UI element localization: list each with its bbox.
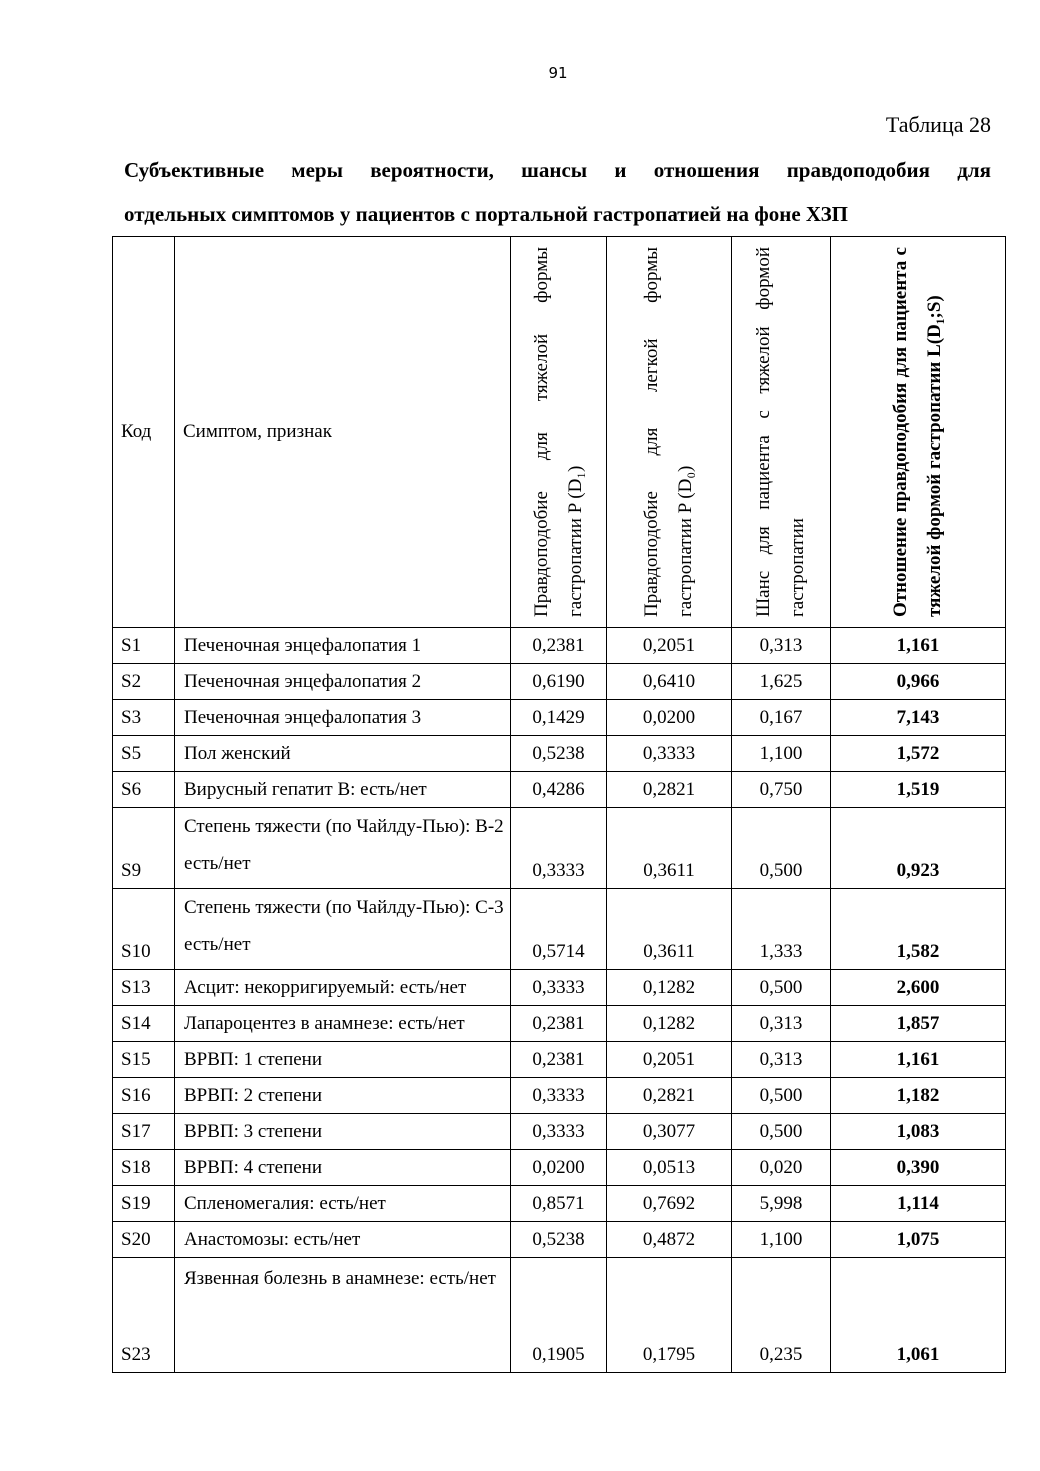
row-p-d0: 0,3611 [607, 889, 732, 970]
header-p-d0: Правдоподобие для легкой формы гастропатии P (D₀) [641, 247, 696, 617]
table-row [113, 1150, 1006, 1186]
row-odds: 0,500 [732, 1078, 831, 1114]
row-likelihood-ratio: 0,390 [831, 1150, 1006, 1186]
row-p-d0: 0,2051 [607, 628, 732, 664]
row-p-d1: 0,4286 [511, 772, 607, 808]
row-odds: 0,500 [732, 970, 831, 1006]
row-symptom: Пол женский [175, 736, 511, 772]
row-likelihood-ratio: 1,519 [831, 772, 1006, 808]
header-code: Код [113, 237, 175, 628]
row-p-d0: 0,3077 [607, 1114, 732, 1150]
header-p-d1: Правдоподобие для тяжелой формы гастропатии P (D₁) [530, 247, 586, 617]
row-code: S14 [113, 1006, 175, 1042]
row-odds: 0,750 [732, 772, 831, 808]
table-row [113, 772, 1006, 808]
row-p-d1: 0,3333 [511, 970, 607, 1006]
row-likelihood-ratio: 0,966 [831, 664, 1006, 700]
row-code: S3 [113, 700, 175, 736]
table-caption [124, 148, 991, 236]
row-odds: 5,998 [732, 1186, 831, 1222]
row-likelihood-ratio: 7,143 [831, 700, 1006, 736]
row-code: S23 [113, 1258, 175, 1373]
row-odds: 0,500 [732, 808, 831, 889]
table-row [113, 1222, 1006, 1258]
row-code: S16 [113, 1078, 175, 1114]
row-symptom: Анастомозы: есть/нет [175, 1222, 511, 1258]
row-symptom: Язвенная болезнь в анамнезе: есть/нет [175, 1258, 511, 1373]
row-odds: 0,235 [732, 1258, 831, 1373]
row-likelihood-ratio: 1,161 [831, 1042, 1006, 1078]
row-p-d1: 0,2381 [511, 628, 607, 664]
row-odds: 0,313 [732, 628, 831, 664]
row-likelihood-ratio: 2,600 [831, 970, 1006, 1006]
row-symptom: Вирусный гепатит В: есть/нет [175, 772, 511, 808]
row-symptom: Печеночная энцефалопатия 1 [175, 628, 511, 664]
row-p-d0: 0,2821 [607, 772, 732, 808]
row-p-d0: 0,1282 [607, 970, 732, 1006]
row-code: S18 [113, 1150, 175, 1186]
row-code: S2 [113, 664, 175, 700]
table-row [113, 1258, 1006, 1373]
header-odds-cell [732, 237, 831, 628]
row-code: S20 [113, 1222, 175, 1258]
table-row [113, 1042, 1006, 1078]
row-code: S17 [113, 1114, 175, 1150]
table-row [113, 970, 1006, 1006]
row-odds: 1,100 [732, 736, 831, 772]
row-likelihood-ratio: 1,182 [831, 1078, 1006, 1114]
row-code: S13 [113, 970, 175, 1006]
row-p-d1: 0,3333 [511, 1114, 607, 1150]
row-symptom: Лапароцентез в анамнезе: есть/нет [175, 1006, 511, 1042]
row-p-d0: 0,3611 [607, 808, 732, 889]
row-p-d1: 0,5714 [511, 889, 607, 970]
table-row [113, 700, 1006, 736]
row-likelihood-ratio: 0,923 [831, 808, 1006, 889]
table-row [113, 889, 1006, 970]
row-p-d1: 0,1905 [511, 1258, 607, 1373]
row-likelihood-ratio: 1,075 [831, 1222, 1006, 1258]
row-symptom: ВРВП: 3 степени [175, 1114, 511, 1150]
row-odds: 0,500 [732, 1114, 831, 1150]
row-p-d0: 0,1282 [607, 1006, 732, 1042]
row-p-d1: 0,2381 [511, 1042, 607, 1078]
row-symptom: ВРВП: 2 степени [175, 1078, 511, 1114]
table-row [113, 628, 1006, 664]
row-symptom: ВРВП: 4 степени [175, 1150, 511, 1186]
page-number: 91 [548, 64, 568, 82]
row-likelihood-ratio: 1,061 [831, 1258, 1006, 1373]
row-code: S10 [113, 889, 175, 970]
row-code: S15 [113, 1042, 175, 1078]
row-odds: 1,333 [732, 889, 831, 970]
row-symptom: Асцит: некорригируемый: есть/нет [175, 970, 511, 1006]
row-odds: 1,625 [732, 664, 831, 700]
table-body [113, 628, 1006, 1373]
table-row [113, 1078, 1006, 1114]
row-likelihood-ratio: 1,582 [831, 889, 1006, 970]
row-symptom: Печеночная энцефалопатия 3 [175, 700, 511, 736]
header-lr-cell [831, 237, 1006, 628]
row-p-d1: 0,3333 [511, 1078, 607, 1114]
row-p-d1: 0,3333 [511, 808, 607, 889]
row-p-d0: 0,2821 [607, 1078, 732, 1114]
table-row [113, 736, 1006, 772]
row-symptom: Степень тяжести (по Чайлду-Пью): С-3 есть/нет [175, 889, 511, 970]
caption-line-2: отдельных симптомов у пациентов с портальной гастропатией на фоне ХЗП [124, 202, 848, 226]
row-p-d1: 0,0200 [511, 1150, 607, 1186]
row-code: S19 [113, 1186, 175, 1222]
table-row [113, 664, 1006, 700]
row-p-d0: 0,6410 [607, 664, 732, 700]
row-p-d1: 0,5238 [511, 736, 607, 772]
table-row [113, 1006, 1006, 1042]
row-symptom: Спленомегалия: есть/нет [175, 1186, 511, 1222]
header-row [113, 237, 1006, 628]
row-p-d0: 0,0513 [607, 1150, 732, 1186]
row-symptom: Степень тяжести (по Чайлду-Пью): В-2 есть/нет [175, 808, 511, 889]
row-likelihood-ratio: 1,572 [831, 736, 1006, 772]
row-p-d1: 0,8571 [511, 1186, 607, 1222]
row-p-d0: 0,3333 [607, 736, 732, 772]
row-p-d1: 0,1429 [511, 700, 607, 736]
table-row [113, 808, 1006, 889]
table-row [113, 1114, 1006, 1150]
row-p-d0: 0,7692 [607, 1186, 732, 1222]
row-p-d0: 0,1795 [607, 1258, 732, 1373]
header-odds: Шанс для пациента с тяжелой формой гастропатии [753, 247, 808, 617]
row-likelihood-ratio: 1,114 [831, 1186, 1006, 1222]
table-row [113, 1186, 1006, 1222]
row-likelihood-ratio: 1,857 [831, 1006, 1006, 1042]
row-p-d0: 0,4872 [607, 1222, 732, 1258]
data-table [112, 236, 1006, 1373]
row-odds: 0,313 [732, 1042, 831, 1078]
row-code: S1 [113, 628, 175, 664]
caption-line-1: Субъективные меры вероятности, шансы и отношения правдоподобия для [124, 158, 991, 182]
header-lr: Отношение правдоподобия для пациента с тяжелой формой гастропатии L(D₁;S) [890, 247, 945, 617]
table-label: Таблица 28 [885, 112, 991, 137]
row-odds: 0,313 [732, 1006, 831, 1042]
header-symptom: Симптом, признак [175, 237, 511, 628]
row-p-d0: 0,2051 [607, 1042, 732, 1078]
row-code: S9 [113, 808, 175, 889]
row-p-d0: 0,0200 [607, 700, 732, 736]
row-p-d1: 0,2381 [511, 1006, 607, 1042]
row-likelihood-ratio: 1,161 [831, 628, 1006, 664]
row-p-d1: 0,6190 [511, 664, 607, 700]
row-code: S6 [113, 772, 175, 808]
row-code: S5 [113, 736, 175, 772]
header-p-d0-cell [607, 237, 732, 628]
row-likelihood-ratio: 1,083 [831, 1114, 1006, 1150]
row-odds: 0,167 [732, 700, 831, 736]
row-symptom: Печеночная энцефалопатия 2 [175, 664, 511, 700]
row-odds: 1,100 [732, 1222, 831, 1258]
row-symptom: ВРВП: 1 степени [175, 1042, 511, 1078]
row-p-d1: 0,5238 [511, 1222, 607, 1258]
row-odds: 0,020 [732, 1150, 831, 1186]
header-p-d1-cell [511, 237, 607, 628]
